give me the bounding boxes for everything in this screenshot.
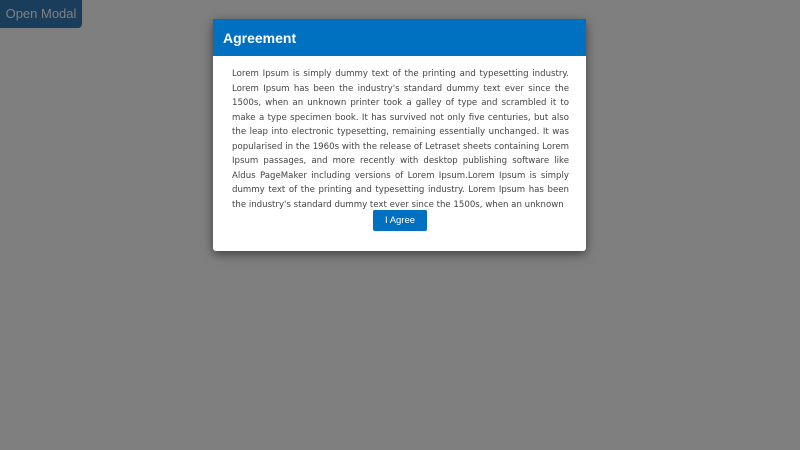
agreement-modal xyxy=(213,19,586,251)
modal-title: Agreement xyxy=(223,29,297,46)
agree-button[interactable]: I Agree xyxy=(373,210,427,231)
modal-header xyxy=(213,19,586,56)
modal-body[interactable] xyxy=(232,67,569,210)
agreement-text: Lorem Ipsum is simply dummy text of the printing and typesetting industry. Lorem Ipsum has been the industry's standard dummy text ever since the 1500s, when an unknown printer took a galley of type and scrambled it to make a type specimen book. It has survived not only five centuries, but also the leap into electronic typesetting, remaining essentially unchanged. It was popularised in the 1960s with the release of Letraset sheets containing Lorem Ipsum passages, and more recently with desktop publishing software like Aldus PageMaker including versions of Lorem Ipsum.Lorem Ipsum is simply dummy text of the printing and typesetting industry. Lorem Ipsum has been the industry's standard dummy text ever since the 1500s, when an unknown xyxy=(232,69,569,210)
